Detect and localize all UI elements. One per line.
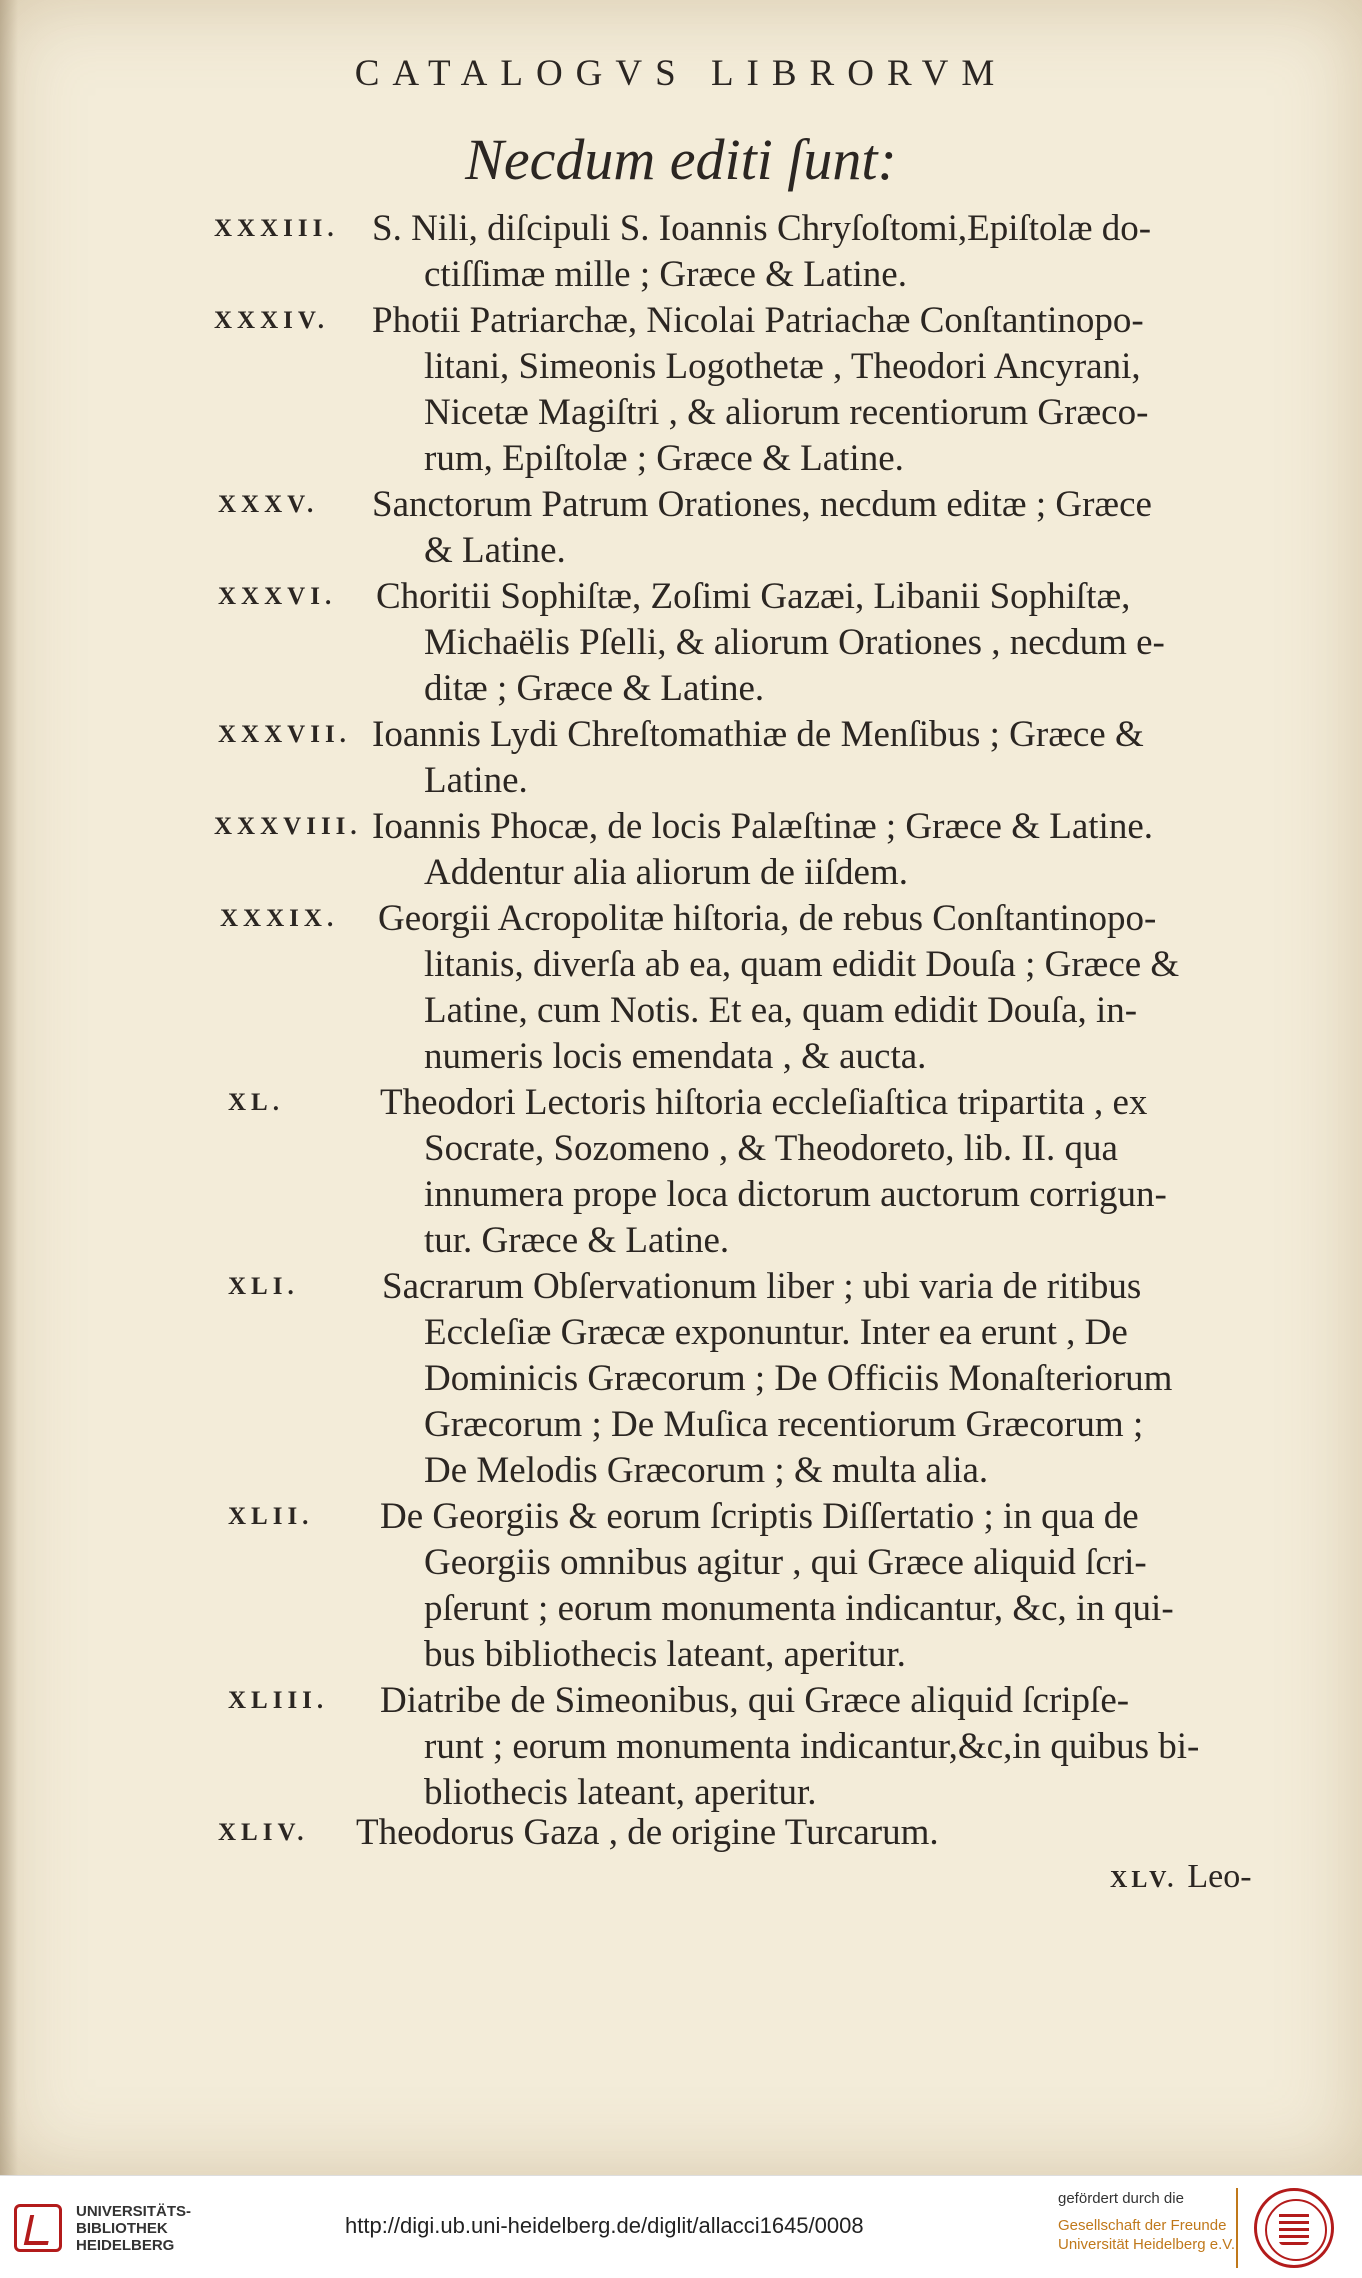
entry-text-line: Græcorum ; De Muſica recentiorum Græcorum ; — [424, 1404, 1144, 1445]
entry-text-line: tur. Græce & Latine. — [424, 1220, 730, 1261]
entry-text-line: & Latine. — [424, 530, 566, 571]
permalink-url[interactable]: http://digi.ub.uni-heidelberg.de/diglit/allacci1645/0008 — [345, 2213, 864, 2238]
entry-number: XLIV. — [218, 1819, 309, 1846]
sponsor-name[interactable] — [1058, 2216, 1235, 2254]
entry-text-line: Georgii Acropolitæ hiſtoria, de rebus Conſtantinopo- — [378, 898, 1157, 939]
entry-text-line: Sanctorum Patrum Orationes, necdum editæ ; Græce — [372, 484, 1152, 525]
entry-text-line: bliothecis lateant, aperitur. — [424, 1772, 817, 1813]
entry-number: XXXVIII. — [214, 813, 362, 840]
entry-number: XXXVI. — [218, 583, 337, 610]
entry-number: XXXVII. — [218, 721, 351, 748]
entry-number: XXXV. — [218, 491, 319, 518]
entry-number: XXXIX. — [220, 905, 339, 932]
entry-text-line: Michaëlis Pſelli, & aliorum Orationes , necdum e- — [424, 622, 1165, 663]
sponsor-name-line: Universität Heidelberg e.V. — [1058, 2236, 1236, 2253]
library-name-line: HEIDELBERG — [76, 2237, 175, 2254]
entry-text-line: pſerunt ; eorum monumenta indicantur, &c, in qui- — [424, 1588, 1174, 1629]
sponsor-label: gefördert durch die — [1058, 2190, 1184, 2207]
entry-text-line: bus bibliothecis lateant, aperitur. — [424, 1634, 906, 1675]
sponsor-name-line: Gesellschaft der Freunde — [1058, 2217, 1227, 2234]
ub-logo-icon[interactable] — [14, 2204, 62, 2252]
catchword-word: Leo- — [1187, 1858, 1252, 1895]
entry-text-line: Socrate, Sozomeno , & Theodoreto, lib. II. qua — [424, 1128, 1118, 1169]
entry-text-line: Latine, cum Notis. Et ea, quam edidit Douſa, in- — [424, 990, 1138, 1031]
entry-text-line: runt ; eorum monumenta indicantur,&c,in quibus bi- — [424, 1726, 1200, 1767]
entry-number: XLIII. — [228, 1687, 329, 1714]
entry-number: XLI. — [228, 1273, 299, 1300]
entry-number: XXXIII. — [214, 215, 339, 242]
entry-text-line: De Melodis Græcorum ; & multa alia. — [424, 1450, 989, 1491]
entry-text-line: numeris locis emendata , & aucta. — [424, 1036, 927, 1077]
entry-text-line: Ioannis Lydi Chreſtomathiæ de Menſibus ; Græce & — [372, 714, 1144, 755]
library-name-line: BIBLIOTHEK — [76, 2220, 168, 2237]
entry-text-line: Dominicis Græcorum ; De Officiis Monaſteriorum — [424, 1358, 1173, 1399]
viewer-footer — [0, 2175, 1362, 2278]
entry-text-line: Sacrarum Obſervationum liber ; ubi varia de ritibus — [382, 1266, 1142, 1307]
entry-text-line: Theodori Lectoris hiſtoria eccleſiaſtica tripartita , ex — [380, 1082, 1148, 1123]
entry-text-line: Nicetæ Magiſtri , & aliorum recentiorum Græco- — [424, 392, 1149, 433]
footer-divider — [1236, 2188, 1238, 2268]
entry-text-line: Addentur alia aliorum de iiſdem. — [424, 852, 908, 893]
university-seal-icon[interactable] — [1254, 2188, 1334, 2268]
entry-text-line: Choritii Sophiſtæ, Zoſimi Gazæi, Libanii Sophiſtæ, — [376, 576, 1131, 617]
entry-text-line: S. Nili, diſcipuli S. Ioannis Chryſoſtomi,Epiſtolæ do- — [372, 208, 1152, 249]
entry-text-line: innumera prope loca dictorum auctorum corrigun- — [424, 1174, 1167, 1215]
entry-text-line: Ioannis Phocæ, de locis Palæſtinæ ; Græce & Latine. — [372, 806, 1154, 847]
entry-number: XL. — [228, 1089, 284, 1116]
running-head: CATALOGVS LIBRORVM — [354, 53, 1008, 94]
entry-text-line: litanis, diverſa ab ea, quam edidit Douſa ; Græce & — [424, 944, 1180, 985]
catchword — [1110, 1858, 1252, 1896]
entry-text-line: Diatribe de Simeonibus, qui Græce aliquid ſcripſe- — [380, 1680, 1130, 1721]
entry-number: XLII. — [228, 1503, 314, 1530]
section-title: Necdum editi ſunt: — [465, 127, 897, 192]
library-name[interactable] — [76, 2203, 191, 2254]
catchword-number: XLV. — [1110, 1867, 1178, 1893]
entry-text-line: Photii Patriarchæ, Nicolai Patriachæ Conſtantinopo- — [372, 300, 1144, 341]
entry-text-line: ditæ ; Græce & Latine. — [424, 668, 765, 709]
entry-text-line: Eccleſiæ Græcæ exponuntur. Inter ea erunt , De — [424, 1312, 1128, 1353]
entry-text-line: De Georgiis & eorum ſcriptis Diſſertatio ; in qua de — [380, 1496, 1139, 1537]
entry-text-line: Georgiis omnibus agitur , qui Græce aliquid ſcri- — [424, 1542, 1147, 1583]
entry-number: XXXIV. — [214, 307, 329, 334]
entry-text-line: rum, Epiſtolæ ; Græce & Latine. — [424, 438, 904, 479]
entry-text-line: litani, Simeonis Logothetæ , Theodori Ancyrani, — [424, 346, 1141, 387]
entry-text-line: Latine. — [424, 760, 528, 801]
entry-text-line: Theodorus Gaza , de origine Turcarum. — [356, 1812, 939, 1853]
entry-text-line: ctiſſimæ mille ; Græce & Latine. — [424, 254, 907, 295]
library-name-line: UNIVERSITÄTS- — [76, 2203, 192, 2220]
